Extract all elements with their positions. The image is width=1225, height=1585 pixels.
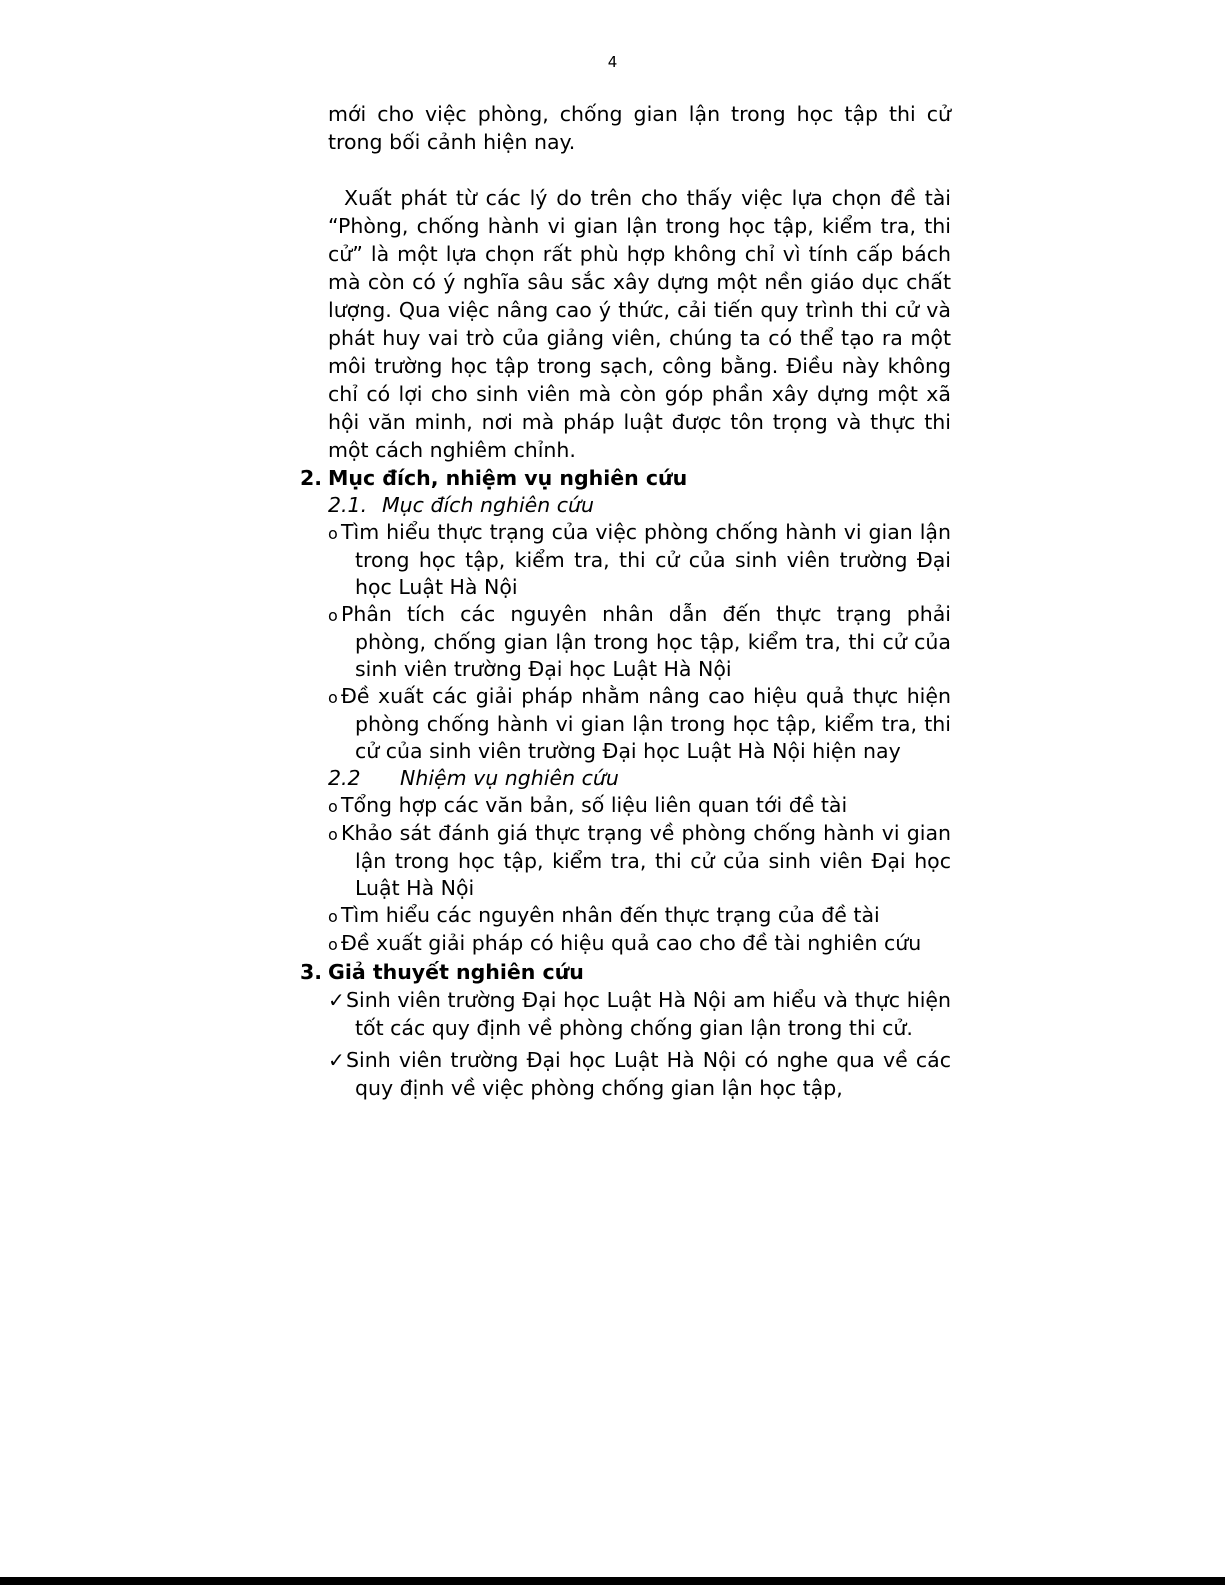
list-item-text: Phân tích các nguyên nhân dẫn đến thực trạng phải phòng, chống gian lận trong học tập, kiểm tra, thi cử của sinh viên trường Đại học Luật Hà Nội <box>341 602 951 681</box>
section-2-number: 2. <box>300 466 323 490</box>
section-3-number: 3. <box>300 960 323 984</box>
list-item <box>328 820 951 902</box>
main-paragraph: Xuất phát từ các lý do trên cho thấy việc lựa chọn đề tài “Phòng, chống hành vi gian lận trong học tập, kiểm tra, thi cử” là một lựa chọn rất phù hợp không chỉ vì tính cấp bách mà còn có ý nghĩa sâu sắc xây dựng một nền giáo dục chất lượng. Qua việc nâng cao ý thức, cải tiến quy trình thi cử và phát huy vai trò của giảng viên, chúng ta có thể tạo ra một môi trường học tập trong sạch, công bằng. Điều này không chỉ có lợi cho sinh viên mà còn góp phần xây dựng một xã hội văn minh, nơi mà pháp luật được tôn trọng và thực thi một cách nghiêm chỉnh. <box>328 186 951 462</box>
list-item-text: Tổng hợp các văn bản, số liệu liên quan tới đề tài <box>341 793 848 817</box>
page-number: 4 <box>607 53 618 71</box>
list-item <box>328 930 951 958</box>
section-3-heading <box>300 958 951 986</box>
section-2-title: Mục đích, nhiệm vụ nghiên cứu <box>328 466 688 490</box>
section-3-title: Giả thuyết nghiên cứu <box>328 960 584 984</box>
list-item <box>328 1046 951 1102</box>
list-item <box>328 601 951 683</box>
subsection-2-2-heading <box>328 765 951 792</box>
circle-bullet-icon: o <box>328 935 338 954</box>
list-item-text: Tìm hiểu các nguyên nhân đến thực trạng của đề tài <box>341 903 880 927</box>
list-item <box>328 792 951 820</box>
circle-bullet-icon: o <box>328 524 338 543</box>
intro-paragraph: mới cho việc phòng, chống gian lận trong học tập thi cử trong bối cảnh hiện nay. <box>328 102 951 154</box>
subsection-2-1-number: 2.1. <box>328 493 368 517</box>
circle-bullet-icon: o <box>328 797 338 816</box>
list-item-text: Khảo sát đánh giá thực trạng về phòng chống hành vi gian lận trong học tập, kiểm tra, thi cử của sinh viên Đại học Luật Hà Nội <box>341 821 951 900</box>
list-item-text: Đề xuất các giải pháp nhằm nâng cao hiệu quả thực hiện phòng chống hành vi gian lận trong học tập, kiểm tra, thi cử của sinh viên trường Đại học Luật Hà Nội hiện nay <box>341 684 951 763</box>
subsection-2-2-number: 2.2 <box>328 766 361 790</box>
subsection-2-2-title: Nhiệm vụ nghiên cứu <box>400 766 619 790</box>
document-body <box>300 100 951 1102</box>
checkmark-icon: ✓ <box>328 988 345 1012</box>
circle-bullet-icon: o <box>328 606 338 625</box>
subsection-2-1-heading <box>328 492 951 519</box>
list-item <box>328 902 951 930</box>
subsection-2-1-title: Mục đích nghiên cứu <box>382 493 595 517</box>
circle-bullet-icon: o <box>328 688 338 707</box>
section-2-heading <box>300 464 951 492</box>
circle-bullet-icon: o <box>328 825 338 844</box>
list-item <box>328 683 951 765</box>
bottom-border <box>0 1577 1225 1585</box>
list-item-text: Sinh viên trường Đại học Luật Hà Nội có nghe qua về các quy định về việc phòng chống gian lận học tập, <box>346 1048 951 1100</box>
checkmark-icon: ✓ <box>328 1048 345 1072</box>
list-item-text: Tìm hiểu thực trạng của việc phòng chống hành vi gian lận trong học tập, kiểm tra, thi cử của sinh viên trường Đại học Luật Hà Nội <box>341 520 951 599</box>
list-item-text: Sinh viên trường Đại học Luật Hà Nội am hiểu và thực hiện tốt các quy định về phòng chống gian lận trong thi cử. <box>346 988 951 1040</box>
list-item <box>328 519 951 601</box>
circle-bullet-icon: o <box>328 907 338 926</box>
list-item <box>328 986 951 1042</box>
list-item-text: Đề xuất giải pháp có hiệu quả cao cho đề tài nghiên cứu <box>341 931 922 955</box>
